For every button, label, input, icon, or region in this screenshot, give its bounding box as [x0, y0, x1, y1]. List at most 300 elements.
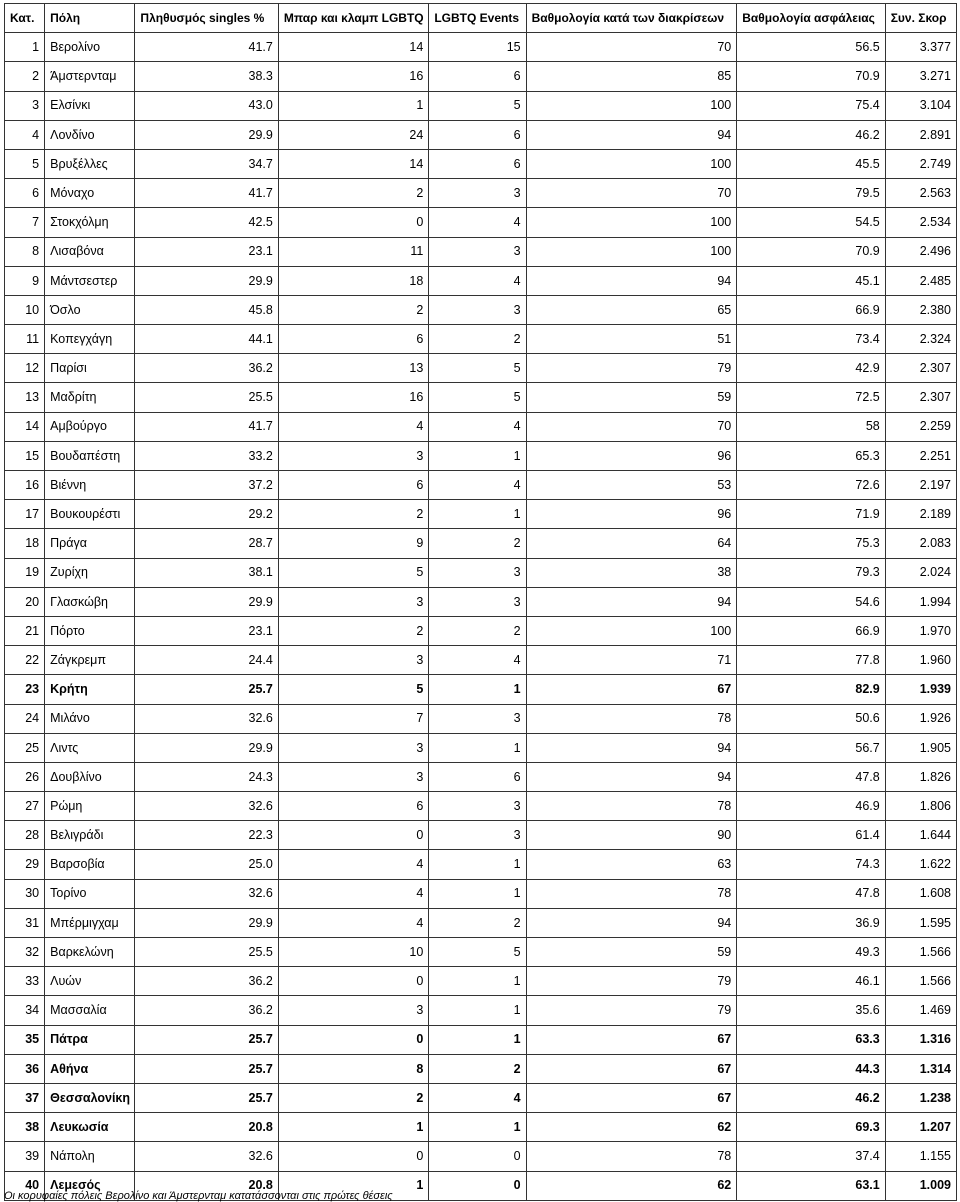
events-cell: 6	[429, 62, 526, 91]
table-row	[5, 587, 957, 616]
rank-cell: 11	[5, 325, 45, 354]
bars-cell: 18	[278, 266, 428, 295]
city-cell: Όσλο	[45, 295, 135, 324]
bars-cell: 10	[278, 938, 428, 967]
rank-cell: 2	[5, 62, 45, 91]
table-row	[5, 850, 957, 879]
header-rank: Κατ.	[5, 4, 45, 33]
rank-cell: 32	[5, 938, 45, 967]
antidiscrimination-cell: 71	[526, 646, 737, 675]
total-score-cell: 1.595	[885, 908, 956, 937]
safety-cell: 47.8	[737, 879, 885, 908]
bars-cell: 16	[278, 383, 428, 412]
antidiscrimination-cell: 64	[526, 529, 737, 558]
singles-cell: 25.0	[135, 850, 278, 879]
singles-cell: 24.3	[135, 762, 278, 791]
bars-cell: 24	[278, 120, 428, 149]
rank-cell: 14	[5, 412, 45, 441]
bars-cell: 4	[278, 412, 428, 441]
singles-cell: 22.3	[135, 821, 278, 850]
rank-cell: 36	[5, 1054, 45, 1083]
safety-cell: 70.9	[737, 237, 885, 266]
total-score-cell: 2.380	[885, 295, 956, 324]
singles-cell: 36.2	[135, 354, 278, 383]
total-score-cell: 1.009	[885, 1171, 956, 1200]
safety-cell: 73.4	[737, 325, 885, 354]
table-row	[5, 558, 957, 587]
total-score-cell: 1.155	[885, 1142, 956, 1171]
safety-cell: 46.2	[737, 1083, 885, 1112]
safety-cell: 71.9	[737, 500, 885, 529]
city-cell: Μιλάνο	[45, 704, 135, 733]
bars-cell: 6	[278, 471, 428, 500]
city-cell: Βερολίνο	[45, 33, 135, 62]
singles-cell: 20.8	[135, 1171, 278, 1200]
rank-cell: 31	[5, 908, 45, 937]
bars-cell: 3	[278, 441, 428, 470]
events-cell: 3	[429, 179, 526, 208]
events-cell: 3	[429, 295, 526, 324]
singles-cell: 29.9	[135, 266, 278, 295]
city-cell: Λεμεσός	[45, 1171, 135, 1200]
antidiscrimination-cell: 78	[526, 879, 737, 908]
bars-cell: 5	[278, 675, 428, 704]
safety-cell: 79.3	[737, 558, 885, 587]
events-cell: 2	[429, 908, 526, 937]
events-cell: 2	[429, 529, 526, 558]
events-cell: 5	[429, 91, 526, 120]
safety-cell: 54.5	[737, 208, 885, 237]
antidiscrimination-cell: 100	[526, 149, 737, 178]
rank-cell: 10	[5, 295, 45, 324]
city-cell: Πράγα	[45, 529, 135, 558]
safety-cell: 46.9	[737, 792, 885, 821]
antidiscrimination-cell: 94	[526, 587, 737, 616]
rank-cell: 6	[5, 179, 45, 208]
header-safety: Βαθμολογία ασφάλειας	[737, 4, 885, 33]
singles-cell: 25.7	[135, 1025, 278, 1054]
table-row	[5, 441, 957, 470]
singles-cell: 23.1	[135, 616, 278, 645]
antidiscrimination-cell: 67	[526, 1025, 737, 1054]
table-row	[5, 266, 957, 295]
table-row	[5, 354, 957, 383]
singles-cell: 29.9	[135, 587, 278, 616]
table-row	[5, 471, 957, 500]
safety-cell: 54.6	[737, 587, 885, 616]
rank-cell: 12	[5, 354, 45, 383]
antidiscrimination-cell: 94	[526, 908, 737, 937]
total-score-cell: 1.314	[885, 1054, 956, 1083]
singles-cell: 33.2	[135, 441, 278, 470]
total-score-cell: 1.970	[885, 616, 956, 645]
singles-cell: 25.5	[135, 938, 278, 967]
events-cell: 6	[429, 762, 526, 791]
city-cell: Μαδρίτη	[45, 383, 135, 412]
rank-cell: 20	[5, 587, 45, 616]
singles-cell: 25.7	[135, 1054, 278, 1083]
singles-cell: 32.6	[135, 1142, 278, 1171]
header-singles: Πληθυσμός singles %	[135, 4, 278, 33]
singles-cell: 20.8	[135, 1113, 278, 1142]
city-cell: Λυών	[45, 967, 135, 996]
events-cell: 0	[429, 1142, 526, 1171]
total-score-cell: 1.806	[885, 792, 956, 821]
table-row	[5, 383, 957, 412]
singles-cell: 25.7	[135, 1083, 278, 1112]
table-row	[5, 938, 957, 967]
events-cell: 15	[429, 33, 526, 62]
rank-cell: 27	[5, 792, 45, 821]
total-score-cell: 1.608	[885, 879, 956, 908]
city-cell: Άμστερνταμ	[45, 62, 135, 91]
total-score-cell: 2.307	[885, 383, 956, 412]
antidiscrimination-cell: 85	[526, 62, 737, 91]
antidiscrimination-cell: 51	[526, 325, 737, 354]
table-row	[5, 1083, 957, 1112]
safety-cell: 75.3	[737, 529, 885, 558]
singles-cell: 29.2	[135, 500, 278, 529]
antidiscrimination-cell: 100	[526, 237, 737, 266]
total-score-cell: 1.566	[885, 967, 956, 996]
safety-cell: 66.9	[737, 295, 885, 324]
bars-cell: 3	[278, 762, 428, 791]
antidiscrimination-cell: 94	[526, 733, 737, 762]
city-cell: Θεσσαλονίκη	[45, 1083, 135, 1112]
singles-cell: 24.4	[135, 646, 278, 675]
table-row	[5, 1054, 957, 1083]
events-cell: 6	[429, 149, 526, 178]
events-cell: 3	[429, 587, 526, 616]
table-row	[5, 879, 957, 908]
rank-cell: 35	[5, 1025, 45, 1054]
rank-cell: 40	[5, 1171, 45, 1200]
bars-cell: 6	[278, 792, 428, 821]
header-total-score: Συν. Σκορ	[885, 4, 956, 33]
antidiscrimination-cell: 100	[526, 91, 737, 120]
rank-cell: 30	[5, 879, 45, 908]
events-cell: 1	[429, 850, 526, 879]
city-cell: Βρυξέλλες	[45, 149, 135, 178]
table-row	[5, 91, 957, 120]
bars-cell: 9	[278, 529, 428, 558]
rank-cell: 15	[5, 441, 45, 470]
events-cell: 1	[429, 441, 526, 470]
city-cell: Ελσίνκι	[45, 91, 135, 120]
total-score-cell: 2.189	[885, 500, 956, 529]
table-row	[5, 821, 957, 850]
events-cell: 1	[429, 675, 526, 704]
total-score-cell: 2.749	[885, 149, 956, 178]
singles-cell: 32.6	[135, 792, 278, 821]
bars-cell: 3	[278, 646, 428, 675]
antidiscrimination-cell: 100	[526, 616, 737, 645]
total-score-cell: 2.024	[885, 558, 956, 587]
safety-cell: 82.9	[737, 675, 885, 704]
header-bars: Μπαρ και κλαμπ LGBTQ	[278, 4, 428, 33]
city-cell: Μάντσεστερ	[45, 266, 135, 295]
city-cell: Πόρτο	[45, 616, 135, 645]
table-row	[5, 325, 957, 354]
safety-cell: 70.9	[737, 62, 885, 91]
rank-cell: 17	[5, 500, 45, 529]
table-row	[5, 237, 957, 266]
table-row	[5, 295, 957, 324]
table-row	[5, 967, 957, 996]
events-cell: 1	[429, 1025, 526, 1054]
ranking-table	[4, 3, 957, 1201]
table-row	[5, 646, 957, 675]
total-score-cell: 1.994	[885, 587, 956, 616]
singles-cell: 43.0	[135, 91, 278, 120]
city-cell: Αθήνα	[45, 1054, 135, 1083]
antidiscrimination-cell: 67	[526, 675, 737, 704]
bars-cell: 3	[278, 587, 428, 616]
city-cell: Βουδαπέστη	[45, 441, 135, 470]
total-score-cell: 2.251	[885, 441, 956, 470]
bars-cell: 4	[278, 850, 428, 879]
singles-cell: 28.7	[135, 529, 278, 558]
total-score-cell: 2.197	[885, 471, 956, 500]
bars-cell: 4	[278, 908, 428, 937]
table-row	[5, 616, 957, 645]
total-score-cell: 3.377	[885, 33, 956, 62]
antidiscrimination-cell: 62	[526, 1113, 737, 1142]
rank-cell: 26	[5, 762, 45, 791]
city-cell: Νάπολη	[45, 1142, 135, 1171]
bars-cell: 2	[278, 616, 428, 645]
safety-cell: 49.3	[737, 938, 885, 967]
rank-cell: 33	[5, 967, 45, 996]
footnote: Οι κορυφαίες πόλεις Βερολίνο και Άμστερνταμ κατατάσσονται στις πρώτες θέσεις	[4, 1190, 393, 1202]
bars-cell: 11	[278, 237, 428, 266]
total-score-cell: 1.469	[885, 996, 956, 1025]
table-row	[5, 733, 957, 762]
safety-cell: 74.3	[737, 850, 885, 879]
city-cell: Βουκουρέστι	[45, 500, 135, 529]
singles-cell: 36.2	[135, 996, 278, 1025]
table-header-row	[5, 4, 957, 33]
bars-cell: 14	[278, 149, 428, 178]
total-score-cell: 1.316	[885, 1025, 956, 1054]
rank-cell: 29	[5, 850, 45, 879]
rank-cell: 39	[5, 1142, 45, 1171]
bars-cell: 2	[278, 179, 428, 208]
rank-cell: 38	[5, 1113, 45, 1142]
bars-cell: 6	[278, 325, 428, 354]
total-score-cell: 1.238	[885, 1083, 956, 1112]
safety-cell: 69.3	[737, 1113, 885, 1142]
events-cell: 1	[429, 1113, 526, 1142]
bars-cell: 13	[278, 354, 428, 383]
table-row	[5, 529, 957, 558]
city-cell: Ζάγκρεμπ	[45, 646, 135, 675]
city-cell: Βαρκελώνη	[45, 938, 135, 967]
city-cell: Μπέρμιγχαμ	[45, 908, 135, 937]
rank-cell: 23	[5, 675, 45, 704]
events-cell: 6	[429, 120, 526, 149]
antidiscrimination-cell: 78	[526, 1142, 737, 1171]
antidiscrimination-cell: 59	[526, 383, 737, 412]
total-score-cell: 2.324	[885, 325, 956, 354]
total-score-cell: 2.307	[885, 354, 956, 383]
city-cell: Βελιγράδι	[45, 821, 135, 850]
singles-cell: 38.1	[135, 558, 278, 587]
city-cell: Κρήτη	[45, 675, 135, 704]
rank-cell: 1	[5, 33, 45, 62]
antidiscrimination-cell: 59	[526, 938, 737, 967]
total-score-cell: 1.926	[885, 704, 956, 733]
safety-cell: 56.7	[737, 733, 885, 762]
antidiscrimination-cell: 96	[526, 500, 737, 529]
bars-cell: 2	[278, 1083, 428, 1112]
antidiscrimination-cell: 94	[526, 120, 737, 149]
table-row	[5, 500, 957, 529]
antidiscrimination-cell: 100	[526, 208, 737, 237]
safety-cell: 56.5	[737, 33, 885, 62]
events-cell: 3	[429, 558, 526, 587]
total-score-cell: 2.496	[885, 237, 956, 266]
total-score-cell: 3.271	[885, 62, 956, 91]
table-body	[5, 33, 957, 1201]
table-row	[5, 762, 957, 791]
events-cell: 0	[429, 1171, 526, 1200]
city-cell: Μασσαλία	[45, 996, 135, 1025]
singles-cell: 29.9	[135, 733, 278, 762]
table-row	[5, 1142, 957, 1171]
events-cell: 3	[429, 237, 526, 266]
table-row	[5, 62, 957, 91]
antidiscrimination-cell: 53	[526, 471, 737, 500]
singles-cell: 36.2	[135, 967, 278, 996]
total-score-cell: 3.104	[885, 91, 956, 120]
events-cell: 4	[429, 266, 526, 295]
bars-cell: 1	[278, 1113, 428, 1142]
rank-cell: 25	[5, 733, 45, 762]
city-cell: Λευκωσία	[45, 1113, 135, 1142]
events-cell: 5	[429, 938, 526, 967]
singles-cell: 37.2	[135, 471, 278, 500]
bars-cell: 8	[278, 1054, 428, 1083]
city-cell: Λιντς	[45, 733, 135, 762]
rank-cell: 5	[5, 149, 45, 178]
antidiscrimination-cell: 78	[526, 704, 737, 733]
antidiscrimination-cell: 70	[526, 179, 737, 208]
safety-cell: 65.3	[737, 441, 885, 470]
bars-cell: 1	[278, 1171, 428, 1200]
safety-cell: 61.4	[737, 821, 885, 850]
header-antidiscrimination: Βαθμολογία κατά των διακρίσεων	[526, 4, 737, 33]
antidiscrimination-cell: 63	[526, 850, 737, 879]
bars-cell: 3	[278, 996, 428, 1025]
rank-cell: 34	[5, 996, 45, 1025]
city-cell: Ρώμη	[45, 792, 135, 821]
singles-cell: 29.9	[135, 120, 278, 149]
safety-cell: 45.1	[737, 266, 885, 295]
bars-cell: 3	[278, 733, 428, 762]
singles-cell: 29.9	[135, 908, 278, 937]
city-cell: Μόναχο	[45, 179, 135, 208]
rank-cell: 4	[5, 120, 45, 149]
rank-cell: 22	[5, 646, 45, 675]
antidiscrimination-cell: 67	[526, 1083, 737, 1112]
bars-cell: 0	[278, 821, 428, 850]
city-cell: Κοπεγχάγη	[45, 325, 135, 354]
rank-cell: 13	[5, 383, 45, 412]
city-cell: Ζυρίχη	[45, 558, 135, 587]
events-cell: 4	[429, 1083, 526, 1112]
total-score-cell: 2.563	[885, 179, 956, 208]
city-cell: Πάτρα	[45, 1025, 135, 1054]
safety-cell: 37.4	[737, 1142, 885, 1171]
bars-cell: 1	[278, 91, 428, 120]
total-score-cell: 1.644	[885, 821, 956, 850]
table-row	[5, 208, 957, 237]
table-row	[5, 149, 957, 178]
city-cell: Στοκχόλμη	[45, 208, 135, 237]
table-row	[5, 33, 957, 62]
bars-cell: 0	[278, 1142, 428, 1171]
antidiscrimination-cell: 65	[526, 295, 737, 324]
antidiscrimination-cell: 70	[526, 412, 737, 441]
events-cell: 1	[429, 967, 526, 996]
antidiscrimination-cell: 67	[526, 1054, 737, 1083]
events-cell: 1	[429, 500, 526, 529]
safety-cell: 47.8	[737, 762, 885, 791]
events-cell: 1	[429, 733, 526, 762]
rank-cell: 9	[5, 266, 45, 295]
bars-cell: 5	[278, 558, 428, 587]
safety-cell: 72.5	[737, 383, 885, 412]
total-score-cell: 2.534	[885, 208, 956, 237]
total-score-cell: 2.083	[885, 529, 956, 558]
city-cell: Λονδίνο	[45, 120, 135, 149]
rank-cell: 8	[5, 237, 45, 266]
table-row	[5, 908, 957, 937]
singles-cell: 32.6	[135, 879, 278, 908]
singles-cell: 44.1	[135, 325, 278, 354]
events-cell: 1	[429, 879, 526, 908]
rank-cell: 21	[5, 616, 45, 645]
safety-cell: 72.6	[737, 471, 885, 500]
singles-cell: 25.7	[135, 675, 278, 704]
safety-cell: 75.4	[737, 91, 885, 120]
antidiscrimination-cell: 38	[526, 558, 737, 587]
rank-cell: 28	[5, 821, 45, 850]
antidiscrimination-cell: 79	[526, 996, 737, 1025]
city-cell: Δουβλίνο	[45, 762, 135, 791]
safety-cell: 42.9	[737, 354, 885, 383]
header-city: Πόλη	[45, 4, 135, 33]
bars-cell: 2	[278, 295, 428, 324]
singles-cell: 34.7	[135, 149, 278, 178]
events-cell: 3	[429, 792, 526, 821]
table-row	[5, 120, 957, 149]
safety-cell: 58	[737, 412, 885, 441]
total-score-cell: 1.826	[885, 762, 956, 791]
safety-cell: 66.9	[737, 616, 885, 645]
antidiscrimination-cell: 78	[526, 792, 737, 821]
singles-cell: 38.3	[135, 62, 278, 91]
bars-cell: 0	[278, 208, 428, 237]
rank-cell: 3	[5, 91, 45, 120]
table-row	[5, 1025, 957, 1054]
events-cell: 4	[429, 208, 526, 237]
table-row	[5, 675, 957, 704]
table-row	[5, 996, 957, 1025]
singles-cell: 41.7	[135, 179, 278, 208]
safety-cell: 44.3	[737, 1054, 885, 1083]
